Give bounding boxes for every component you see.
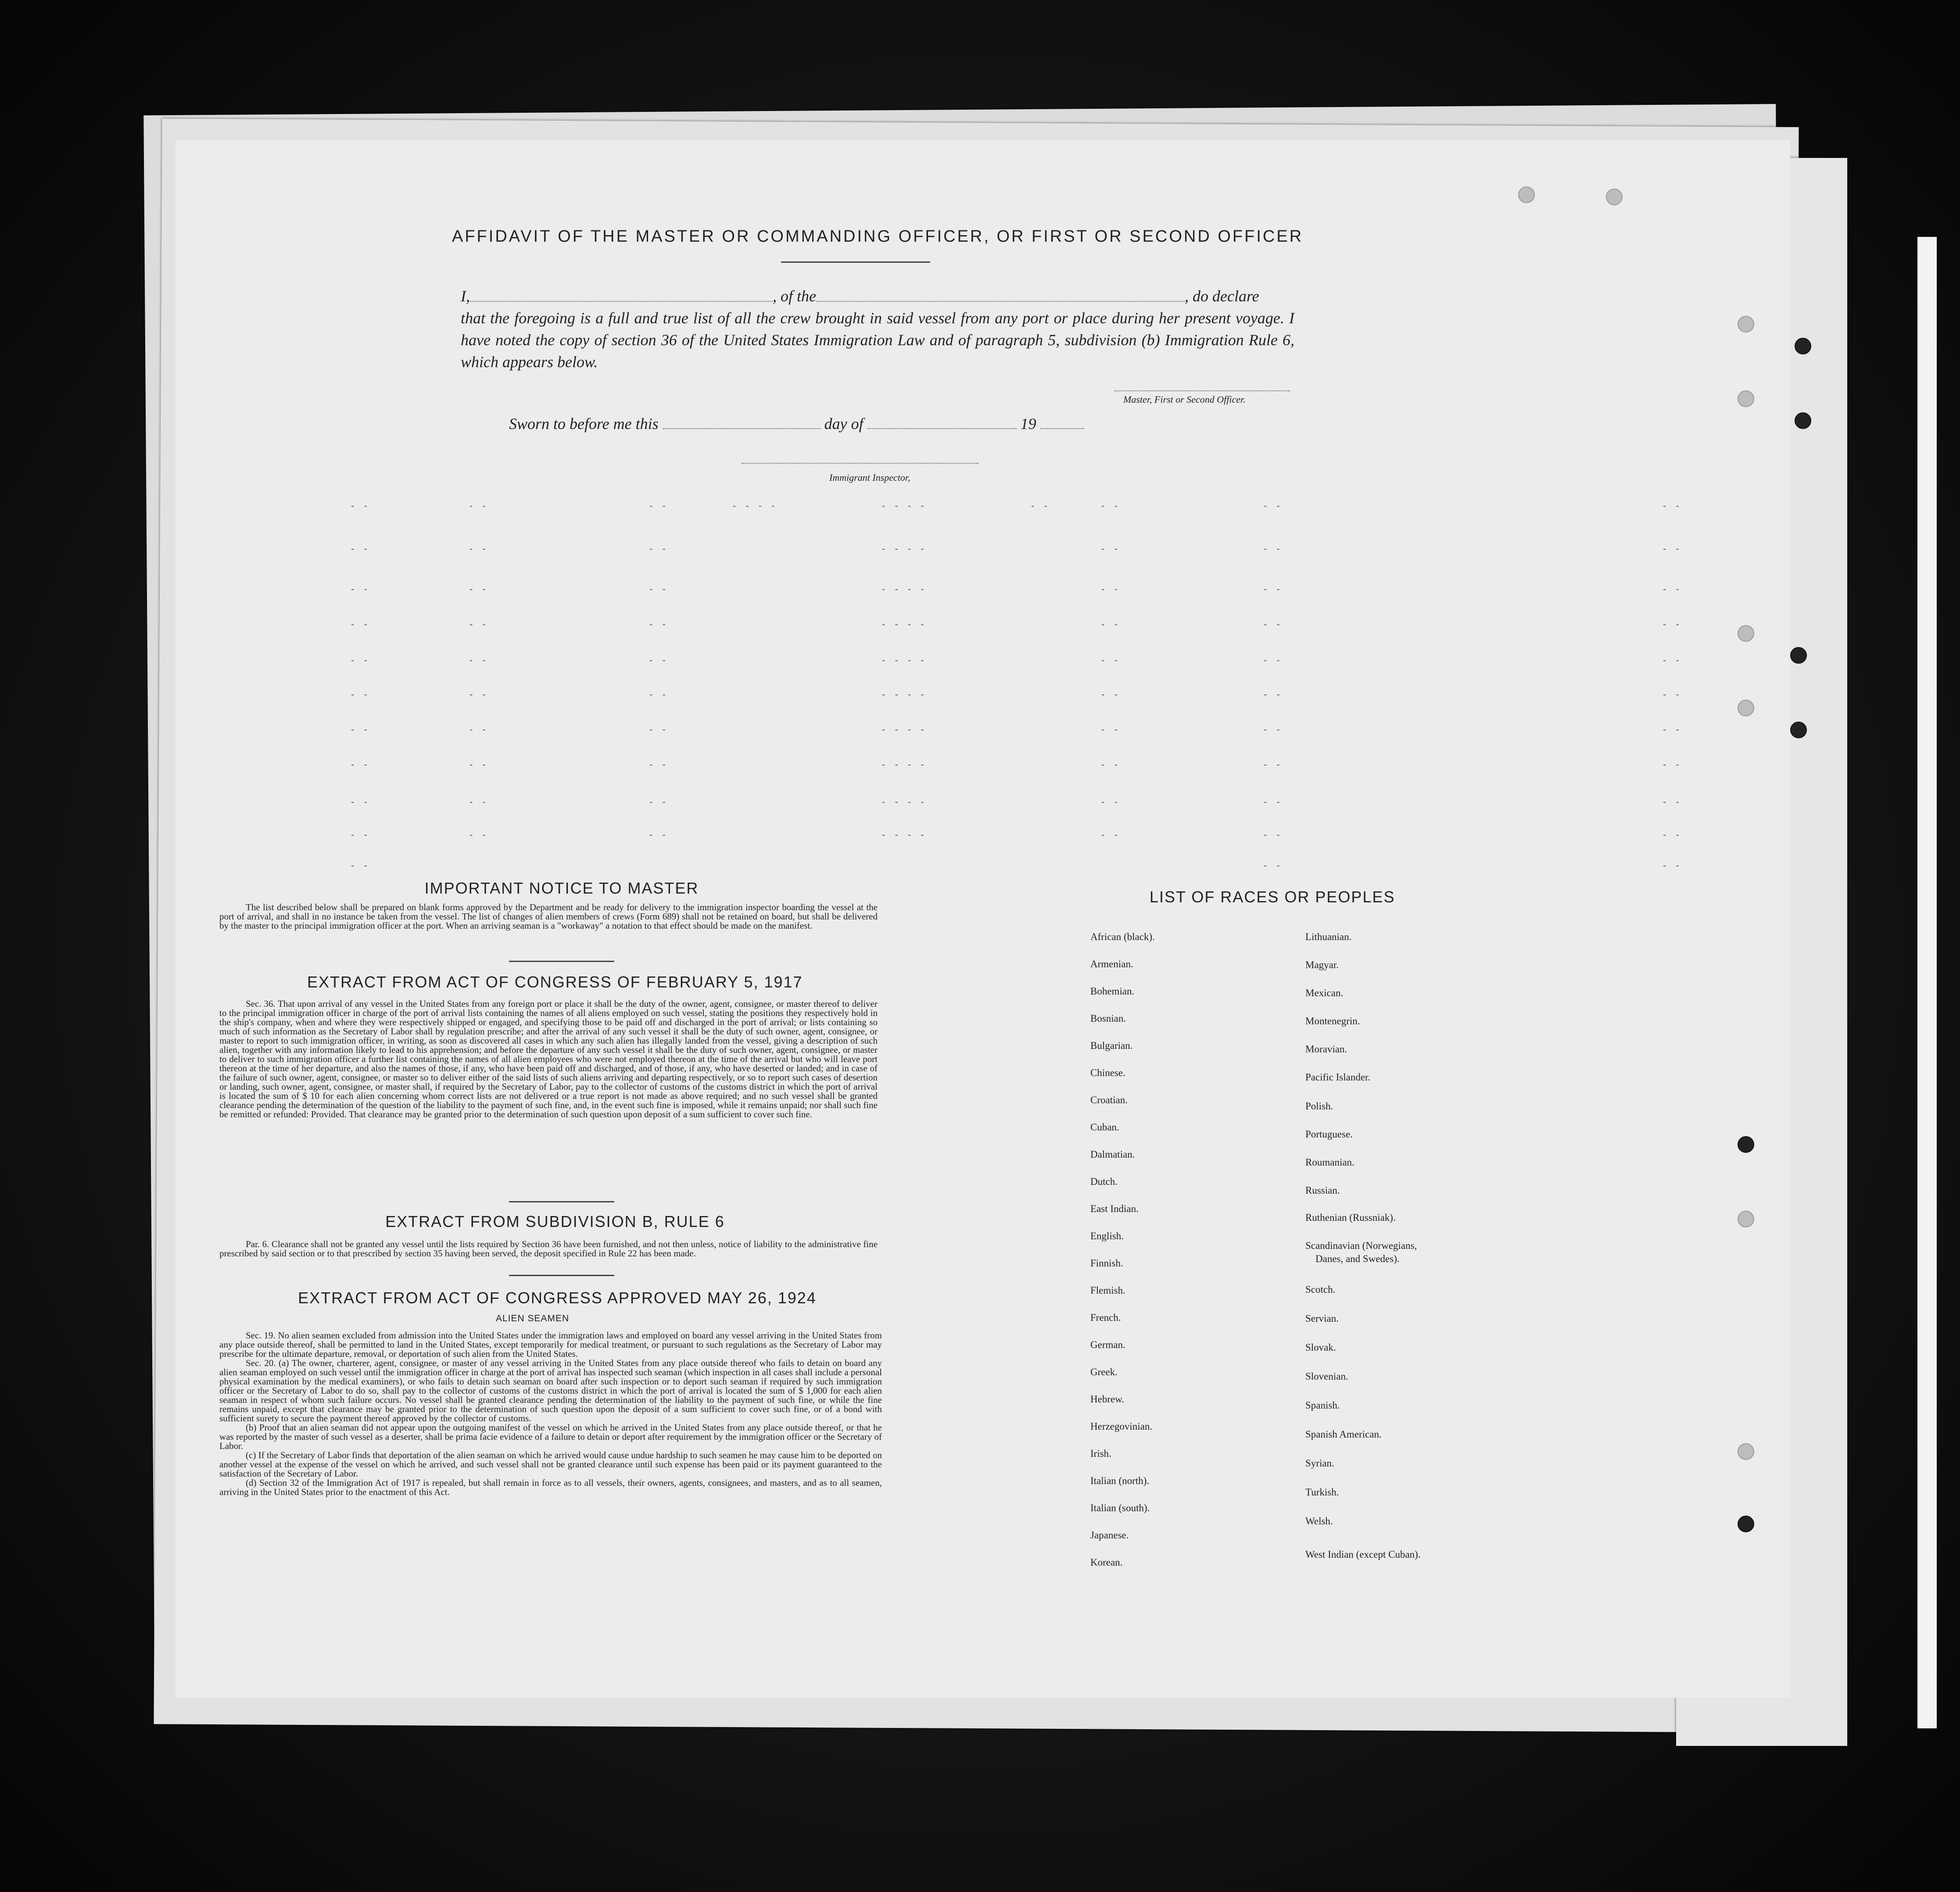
binder-hole bbox=[1738, 1211, 1754, 1227]
ruled-dashes: - - bbox=[1031, 500, 1051, 511]
ruled-dashes: - - bbox=[1101, 619, 1121, 629]
race-item: Slovak. bbox=[1305, 1342, 1336, 1353]
ruled-dashes: - - bbox=[1663, 500, 1683, 511]
ruled-dashes: - - bbox=[1264, 500, 1283, 511]
binder-hole bbox=[1738, 1136, 1754, 1153]
race-item: Syrian. bbox=[1305, 1458, 1334, 1469]
ruled-dashes: - - bbox=[1663, 619, 1683, 629]
ruled-dashes: - - bbox=[1663, 759, 1683, 770]
notice-title: IMPORTANT NOTICE TO MASTER bbox=[424, 879, 699, 897]
ruled-dashes: - - bbox=[1101, 796, 1121, 807]
race-item: Russian. bbox=[1305, 1185, 1340, 1196]
ruled-dashes: - - bbox=[469, 796, 489, 807]
ruled-dashes: - - bbox=[1264, 829, 1283, 840]
page-edge-strip bbox=[1917, 237, 1937, 1728]
ruled-dashes: - - bbox=[469, 583, 489, 594]
ruled-dashes: - - bbox=[1663, 583, 1683, 594]
race-item: Armenian. bbox=[1090, 959, 1133, 969]
ruled-dashes: - - bbox=[1101, 583, 1121, 594]
ruled-dashes: - - bbox=[1264, 543, 1283, 554]
race-item: Turkish. bbox=[1305, 1487, 1339, 1498]
binder-hole bbox=[1738, 1516, 1754, 1532]
sworn-day-blank[interactable] bbox=[663, 415, 821, 429]
sec20b-paragraph: (b) Proof that an alien seaman did not appear upon the outgoing manifest of the vessel on which he arrived in the United States from any place outside thereof, or that he was reported by the master of such vessel as a deserter, shall be prima facie evidence of a failure to detain or deport after requirement by the immigration officer or the Secretary of Labor. bbox=[219, 1422, 882, 1451]
sec19-paragraph: Sec. 19. No alien seamen excluded from admission into the United States under the immigration laws and employed on board any vessel arriving in the United States from any place outside thereof, shall be permitted to land in the United States, except temporarily for medical treatment, or pursuant to such regulations as the Secretary of Labor may prescribe for the ultimate departure, removal, or deportation of such alien from the United States. bbox=[219, 1330, 882, 1359]
race-item: Lithuanian. bbox=[1305, 931, 1352, 942]
sworn-year-blank[interactable] bbox=[1040, 415, 1084, 429]
binder-hole bbox=[1738, 390, 1754, 407]
extract-rule6-title: EXTRACT FROM SUBDIVISION B, RULE 6 bbox=[385, 1212, 725, 1230]
binder-hole bbox=[1738, 316, 1754, 333]
ruled-dashes: - - bbox=[351, 619, 371, 629]
ruled-dashes: - - - - bbox=[882, 583, 928, 594]
inspector-caption: Immigrant Inspector, bbox=[829, 472, 910, 483]
binder-hole bbox=[1790, 722, 1807, 738]
ruled-dashes: - - bbox=[351, 759, 371, 770]
race-item: English. bbox=[1090, 1230, 1124, 1241]
race-item: Chinese. bbox=[1090, 1067, 1125, 1078]
binder-hole bbox=[1738, 1443, 1754, 1460]
race-item: Bulgarian. bbox=[1090, 1040, 1133, 1051]
extract-1917-title: EXTRACT FROM ACT OF CONGRESS OF FEBRUARY 5, 1917 bbox=[307, 973, 803, 991]
ruled-dashes: - - bbox=[469, 543, 489, 554]
section-divider bbox=[509, 1275, 614, 1276]
extract-1924-title: EXTRACT FROM ACT OF CONGRESS APPROVED MAY 26, 1924 bbox=[298, 1289, 817, 1307]
sec20c-paragraph: (c) If the Secretary of Labor finds that deportation of the alien seaman on which he arrived would cause undue hardship to such seamen he may cause him to be deported on another vessel at the expense of the vessel on which he arrived, and such vessel shall not be granted clearance until such expense has been paid or its payment guaranteed to the satisfaction of the Secretary of Labor. bbox=[219, 1450, 882, 1479]
race-item: Scandinavian (Norwegians, bbox=[1305, 1240, 1417, 1251]
declare-of-the: , of the bbox=[773, 287, 816, 305]
ruled-dashes: - - bbox=[1663, 543, 1683, 554]
ruled-dashes: - - bbox=[649, 583, 669, 594]
race-item: Spanish. bbox=[1305, 1400, 1340, 1411]
race-item: French. bbox=[1090, 1312, 1121, 1323]
ruled-dashes: - - bbox=[469, 619, 489, 629]
race-item: East Indian. bbox=[1090, 1203, 1139, 1214]
ruled-dashes: - - bbox=[1663, 829, 1683, 840]
ruled-dashes: - - bbox=[649, 500, 669, 511]
ruled-dashes: - - bbox=[1264, 860, 1283, 871]
race-item: Mexican. bbox=[1305, 987, 1344, 998]
ruled-dashes: - - - - bbox=[733, 500, 778, 511]
ruled-dashes: - - bbox=[649, 655, 669, 665]
race-item: Slovenian. bbox=[1305, 1371, 1348, 1382]
race-item: Ruthenian (Russniak). bbox=[1305, 1212, 1396, 1223]
ruled-dashes: - - bbox=[1264, 759, 1283, 770]
race-item: German. bbox=[1090, 1339, 1125, 1350]
ruled-dashes: - - bbox=[351, 689, 371, 700]
declaration-line bbox=[461, 285, 1294, 307]
ruled-dashes: - - bbox=[351, 500, 371, 511]
ruled-dashes: - - bbox=[1663, 655, 1683, 665]
sec20d-paragraph: (d) Section 32 of the Immigration Act of 1917 is repealed, but shall remain in force as to all vessels, their owners, agents, consignees, and masters, and as to all seamen, arriving in the United States prior to the enactment of this Act. bbox=[219, 1477, 882, 1497]
ruled-dashes: - - - - bbox=[882, 796, 928, 807]
race-item: Moravian. bbox=[1305, 1044, 1347, 1055]
declare-do-declare: , do declare bbox=[1184, 287, 1259, 305]
race-item: Polish. bbox=[1305, 1101, 1333, 1112]
ruled-dashes: - - bbox=[469, 655, 489, 665]
ruled-dashes: - - bbox=[1663, 860, 1683, 871]
ruled-dashes: - - - - bbox=[882, 655, 928, 665]
race-item: Dutch. bbox=[1090, 1176, 1118, 1187]
ruled-dashes: - - bbox=[351, 543, 371, 554]
race-item: Cuban. bbox=[1090, 1122, 1119, 1133]
binder-hole bbox=[1518, 186, 1535, 203]
notice-body bbox=[219, 903, 878, 930]
race-item: Roumanian. bbox=[1305, 1157, 1354, 1168]
ruled-dashes: - - - - bbox=[882, 724, 928, 735]
race-item: Portuguese. bbox=[1305, 1129, 1353, 1140]
race-item: Montenegrin. bbox=[1305, 1016, 1360, 1026]
section-divider bbox=[509, 1201, 614, 1202]
sworn-line bbox=[509, 415, 1084, 433]
vessel-blank[interactable] bbox=[816, 285, 1185, 302]
ruled-dashes: - - bbox=[469, 759, 489, 770]
race-item: Hebrew. bbox=[1090, 1394, 1125, 1405]
signature-caption: Master, First or Second Officer. bbox=[1123, 394, 1246, 405]
affidavit-title: AFFIDAVIT OF THE MASTER OR COMMANDING OFFICER, OR FIRST OR SECOND OFFICER bbox=[452, 227, 1304, 246]
alien-seamen-subtitle: ALIEN SEAMEN bbox=[496, 1313, 570, 1323]
binder-hole bbox=[1606, 189, 1623, 205]
ruled-dashes: - - bbox=[1663, 796, 1683, 807]
name-blank[interactable] bbox=[470, 285, 773, 302]
race-item: Pacific Islander. bbox=[1305, 1072, 1371, 1083]
race-item: Bohemian. bbox=[1090, 986, 1135, 997]
race-item: Welsh. bbox=[1305, 1516, 1333, 1527]
sec20a-paragraph: Sec. 20. (a) The owner, charterer, agent, consignee, or master of any vessel arriving in the United States from any place outside thereof who fails to detain on board any alien seaman employed on such vessel until the immigration officer in charge at the port of arrival has inspected such seaman (which inspection in all cases shall include a personal physical examination by the medical examiners), or who fails to detain such seaman on board after such inspection or to deport such seaman if required by such immigration officer or the Secretary of Labor to do so, shall pay to the collector of customs of the customs district in which the port of arrival is located the sum of $ 1,000 for each alien seaman in respect of whom such failure occurs. No vessel shall be granted clearance pending the determination of the liability to the payment of such fine, or while the fine remains unpaid, except that clearance may be granted prior to the determination of such question upon the deposit of a sum sufficient to cover such fine, or of a bond with sufficient surety to secure the payment thereof approved by the collector of customs. bbox=[219, 1358, 882, 1423]
race-item: Italian (south). bbox=[1090, 1502, 1150, 1513]
race-item: Dalmatian. bbox=[1090, 1149, 1135, 1160]
race-item: Italian (north). bbox=[1090, 1475, 1150, 1486]
ruled-dashes: - - bbox=[649, 543, 669, 554]
binder-hole bbox=[1738, 700, 1754, 716]
title-underline bbox=[781, 261, 930, 263]
binder-hole bbox=[1795, 338, 1811, 354]
ruled-dashes: - - - - bbox=[882, 543, 928, 554]
race-item: Servian. bbox=[1305, 1313, 1339, 1324]
binder-hole bbox=[1795, 412, 1811, 429]
ruled-dashes: - - bbox=[1101, 543, 1121, 554]
sworn-day-of: day of bbox=[824, 415, 864, 433]
ruled-dashes: - - bbox=[1264, 724, 1283, 735]
ruled-dashes: - - bbox=[649, 829, 669, 840]
race-item: Scotch. bbox=[1305, 1284, 1336, 1295]
sworn-year: 19 bbox=[1020, 415, 1036, 433]
extract-1917-paragraph: Sec. 36. That upon arrival of any vessel in the United States from any foreign port or place it shall be the duty of the owner, agent, consignee, or master thereof to deliver to the principal immigration officer in charge of the port of arrival lists containing the names of all aliens employed on such vessel, stating the positions they respectively hold in the ship's company, when and where they were respectively shipped or engaged, and specifying those to be paid off and discharged in the port of arrival; or lists containing so much of such information as the Secretary of Labor shall by regulation prescribe; and after the arrival of any such vessel it shall be the duty of such owner, agent, consignee, or master to report to such immigration officer, in writing, as soon as discovered all cases in which any such alien has illegally landed from the vessel, giving a description of such alien, together with any information likely to lead to his apprehension; and before the departure of any such vessel it shall be the duty of such owner, agent, consignee, or master to deliver to such immigration officer a further list containing the names of all alien employees who were not employed thereon at the time of the arrival but who will leave port thereon at the time of her departure, and also the names of those, if any, who have been paid off and discharged, and of those, if any, who have deserted or landed; and in case of the failure of such owner, agent, consignee, or master so to deliver either of the said lists of such aliens arriving and departing respectively, or so to report such cases of desertion or landing, such owner, agent, consignee, or master shall, if required by the Secretary of Labor, pay to the collector of customs of the customs district in which the port of arrival is located the sum of $ 10 for each alien concerning whom correct lists are not delivered or a true report is not made as above required; and no such vessel shall be granted clearance pending the determination of the question of the liability to the payment of such fine, and, in the event such fine is imposed, while it remains unpaid; nor shall such fine be remitted or refunded: Provided. That clearance may be granted prior to the determination of such question upon deposit of a sum sufficient to cover such fine. bbox=[219, 998, 878, 1119]
binder-hole bbox=[1790, 647, 1807, 664]
declaration-paragraph: that the foregoing is a full and true list of all the crew brought in said vessel from any port or place during her present voyage. I have noted the copy of section 36 of the United States Immigration Law and of paragraph 5, subdivision (b) Immigration Rule 6, which appears below. bbox=[461, 309, 1294, 371]
race-item: Finnish. bbox=[1090, 1258, 1123, 1269]
ruled-dashes: - - - - bbox=[882, 759, 928, 770]
race-item: Croatian. bbox=[1090, 1094, 1128, 1105]
ruled-dashes: - - bbox=[469, 689, 489, 700]
ruled-dashes: - - bbox=[1264, 689, 1283, 700]
ruled-dashes: - - bbox=[469, 829, 489, 840]
race-item: African (black). bbox=[1090, 931, 1155, 942]
extract-1917-body bbox=[219, 999, 878, 1119]
signature-line[interactable] bbox=[1114, 390, 1290, 391]
races-title: LIST OF RACES OR PEOPLES bbox=[1150, 888, 1395, 906]
declare-i: I, bbox=[461, 287, 470, 305]
ruled-dashes: - - bbox=[649, 724, 669, 735]
race-item: Irish. bbox=[1090, 1448, 1111, 1459]
declaration-block bbox=[461, 285, 1294, 373]
ruled-dashes: - - bbox=[1101, 829, 1121, 840]
ruled-dashes: - - bbox=[1101, 724, 1121, 735]
ruled-dashes: - - - - bbox=[882, 689, 928, 700]
inspector-signature-line[interactable] bbox=[742, 463, 978, 464]
ruled-dashes: - - bbox=[351, 655, 371, 665]
ruled-dashes: - - bbox=[649, 759, 669, 770]
ruled-dashes: - - bbox=[1101, 655, 1121, 665]
ruled-dashes: - - bbox=[1264, 583, 1283, 594]
race-item: Danes, and Swedes). bbox=[1315, 1253, 1400, 1264]
sworn-prefix: Sworn to before me this bbox=[509, 415, 659, 433]
ruled-dashes: - - bbox=[1663, 689, 1683, 700]
ruled-dashes: - - bbox=[1663, 724, 1683, 735]
ruled-dashes: - - bbox=[649, 619, 669, 629]
race-item: Bosnian. bbox=[1090, 1013, 1126, 1024]
race-item: West Indian (except Cuban). bbox=[1305, 1549, 1421, 1560]
ruled-dashes: - - bbox=[1264, 619, 1283, 629]
notice-paragraph: The list described below shall be prepared on blank forms approved by the Department and be ready for delivery to the immigration inspector boarding the vessel at the port of arrival, and shall in no instance be taken from the vessel. The list of changes of alien members of crews (Form 689) shall not be retained on board, but shall be delivered by the master to the principal immigration officer at the port. When an arriving seaman is a "workaway" a notation to that effect should be made on the manifest. bbox=[219, 902, 878, 931]
extract-rule6-paragraph: Par. 6. Clearance shall not be granted any vessel until the lists required by Section 36 have been furnished, and not then unless, notice of liability to the administrative fine prescribed by said section or to that prescribed by section 35 having been served, the deposit specified in Rule 22 has been made. bbox=[219, 1239, 878, 1259]
race-item: Spanish American. bbox=[1305, 1429, 1382, 1440]
ruled-dashes: - - bbox=[469, 724, 489, 735]
ruled-dashes: - - bbox=[1264, 655, 1283, 665]
binder-hole bbox=[1738, 625, 1754, 642]
ruled-dashes: - - bbox=[351, 860, 371, 871]
ruled-dashes: - - bbox=[351, 583, 371, 594]
ruled-dashes: - - bbox=[469, 500, 489, 511]
ruled-dashes: - - bbox=[351, 796, 371, 807]
ruled-dashes: - - - - bbox=[882, 500, 928, 511]
ruled-dashes: - - bbox=[351, 724, 371, 735]
ruled-dashes: - - bbox=[649, 796, 669, 807]
ruled-dashes: - - bbox=[1101, 759, 1121, 770]
ruled-dashes: - - - - bbox=[882, 829, 928, 840]
ruled-dashes: - - - - bbox=[882, 619, 928, 629]
sworn-month-blank[interactable] bbox=[867, 415, 1017, 429]
race-item: Magyar. bbox=[1305, 959, 1339, 970]
race-item: Japanese. bbox=[1090, 1530, 1129, 1541]
ruled-dashes: - - bbox=[1101, 500, 1121, 511]
race-item: Herzegovinian. bbox=[1090, 1421, 1153, 1432]
ruled-dashes: - - bbox=[1264, 796, 1283, 807]
ruled-dashes: - - bbox=[649, 689, 669, 700]
race-item: Greek. bbox=[1090, 1366, 1118, 1377]
race-item: Flemish. bbox=[1090, 1285, 1125, 1296]
ruled-dashes: - - bbox=[351, 829, 371, 840]
extract-rule6-body bbox=[219, 1240, 878, 1258]
ruled-dashes: - - bbox=[1101, 689, 1121, 700]
extract-1924-body bbox=[219, 1331, 882, 1497]
section-divider bbox=[509, 961, 614, 962]
race-item: Korean. bbox=[1090, 1557, 1123, 1568]
